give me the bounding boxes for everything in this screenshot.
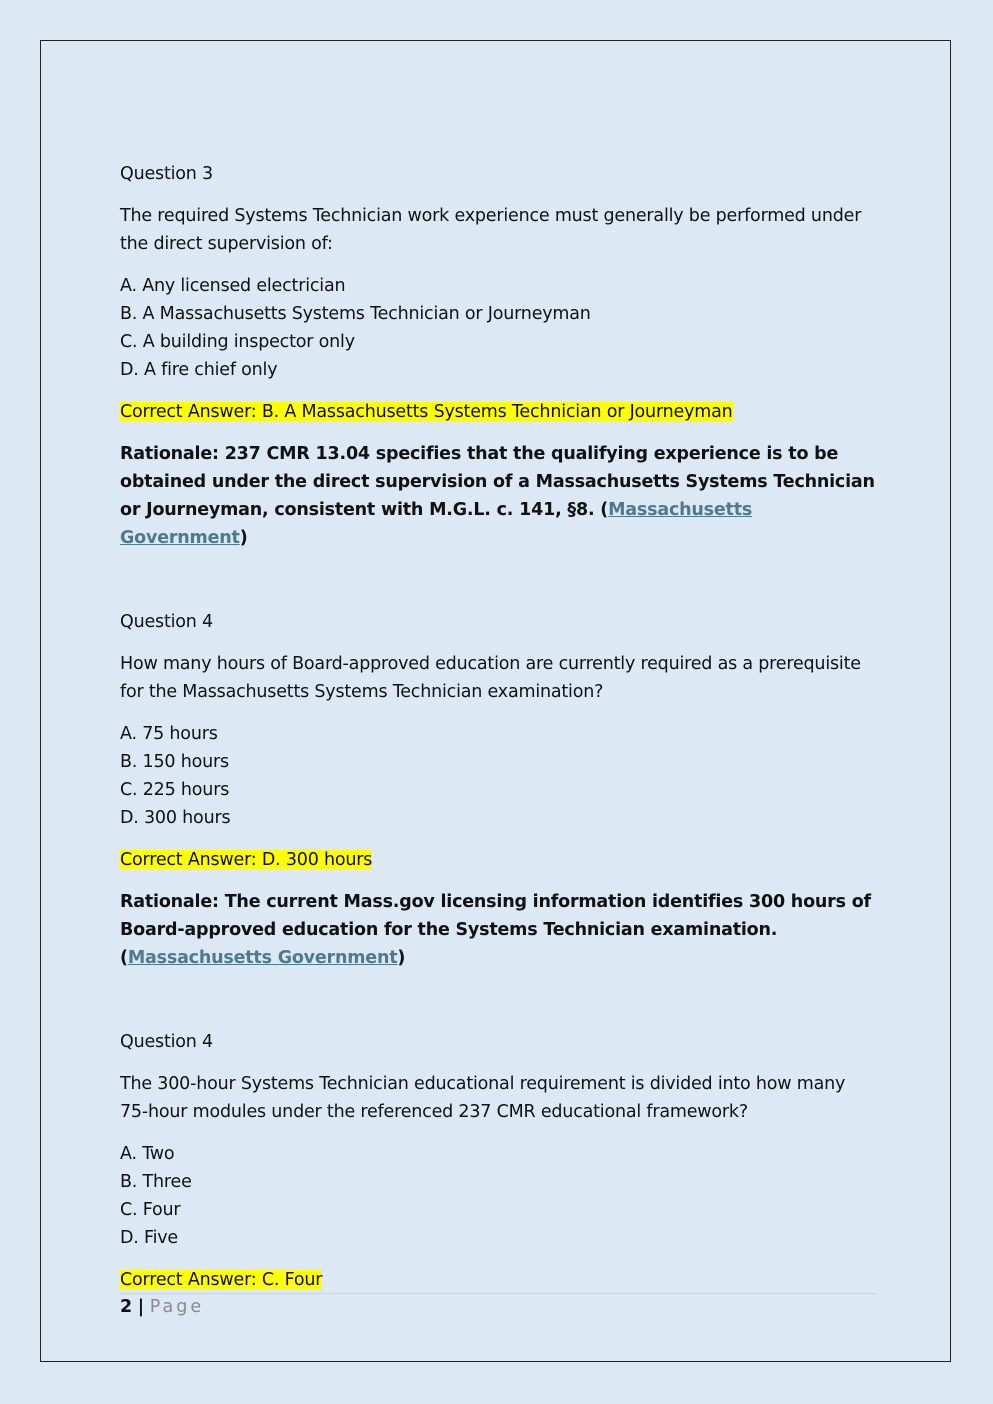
- page-word: Page: [149, 1297, 205, 1317]
- option-c: C. Four: [120, 1200, 181, 1220]
- question-block: [120, 608, 876, 972]
- rationale-text: Rationale: 237 CMR 13.04 specifies that the qualifying experience is to be obtained under the direct supervision of a Massachusetts Systems Technician or Journeyman, consistent with M.G.L. c. 141, §8. (: [120, 444, 875, 520]
- option-d: D. 300 hours: [120, 808, 231, 828]
- option-b: B. Three: [120, 1172, 192, 1192]
- answer-options: [120, 720, 876, 832]
- correct-answer-highlight: Correct Answer: B. A Massachusetts Systems Technician or Journeyman: [120, 402, 733, 422]
- option-b: B. 150 hours: [120, 752, 229, 772]
- footer-separator: |: [137, 1297, 145, 1317]
- correct-answer-highlight: Correct Answer: D. 300 hours: [120, 850, 373, 870]
- rationale-close: ): [239, 528, 248, 548]
- question-label: Question 3: [120, 164, 213, 184]
- footer-divider: [120, 1293, 876, 1294]
- question-block: [120, 1028, 876, 1294]
- correct-answer: [120, 1266, 876, 1294]
- option-a: A. Two: [120, 1144, 175, 1164]
- option-a: A. Any licensed electrician: [120, 276, 346, 296]
- answer-options: [120, 272, 876, 384]
- option-c: C. A building inspector only: [120, 332, 355, 352]
- question-label: Question 4: [120, 1032, 213, 1052]
- option-d: D. Five: [120, 1228, 178, 1248]
- correct-answer: [120, 398, 876, 426]
- option-d: D. A fire chief only: [120, 360, 278, 380]
- correct-answer-highlight: Correct Answer: C. Four: [120, 1270, 323, 1290]
- option-c: C. 225 hours: [120, 780, 230, 800]
- question-text: The 300-hour Systems Technician educational requirement is divided into how many 75-hour modules under the referenced 237 CMR educational framework?: [120, 1074, 846, 1122]
- question-text: The required Systems Technician work experience must generally be performed under the direct supervision of:: [120, 206, 862, 254]
- page-footer: [120, 1295, 204, 1319]
- rationale: [120, 440, 876, 552]
- question-text: How many hours of Board-approved education are currently required as a prerequisite for the Massachusetts Systems Technician examination?: [120, 654, 861, 702]
- document-content: [120, 160, 876, 1308]
- rationale: [120, 888, 876, 972]
- page-number: 2: [120, 1297, 133, 1317]
- source-link[interactable]: Massachusetts Government: [120, 500, 753, 548]
- source-link[interactable]: Massachusetts Government: [127, 948, 398, 968]
- question-label: Question 4: [120, 612, 213, 632]
- correct-answer: [120, 846, 876, 874]
- answer-options: [120, 1140, 876, 1252]
- option-a: A. 75 hours: [120, 724, 218, 744]
- rationale-text: Rationale: The current Mass.gov licensing information identifies 300 hours of Board-approved education for the Systems Technician examination. (: [120, 892, 871, 968]
- rationale-close: ): [397, 948, 406, 968]
- question-block: [120, 160, 876, 552]
- option-b: B. A Massachusetts Systems Technician or Journeyman: [120, 304, 591, 324]
